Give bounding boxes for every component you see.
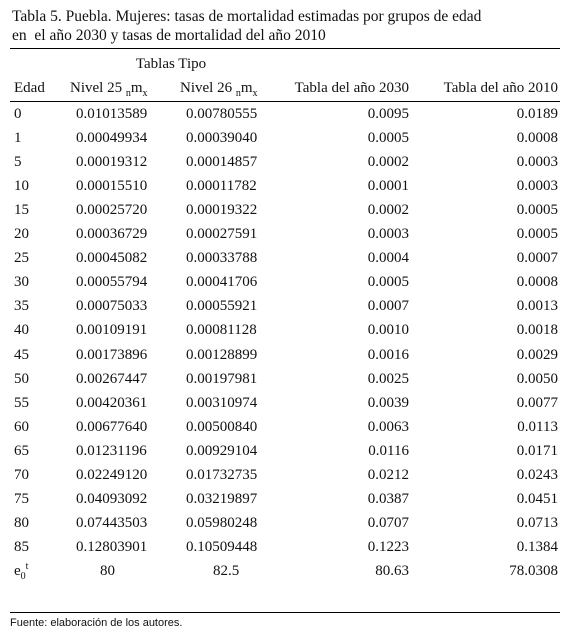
cell-nivel-26: 0.01732735 (186, 466, 258, 483)
cell-tabla-2030: 0.0002 (367, 202, 409, 219)
cell-nivel-26: 0.00041706 (186, 274, 258, 291)
cell-edad: 35 (14, 298, 29, 315)
cell-tabla-2030: 0.0004 (367, 250, 409, 267)
cell-nivel-26: 0.00014857 (186, 154, 258, 171)
cell-nivel-26: 0.05980248 (186, 514, 258, 531)
cell-tabla-2010: 0.0008 (516, 130, 558, 147)
cell-tabla-2010: 0.0018 (516, 322, 558, 339)
cell-nivel-25: 0.00420361 (76, 394, 148, 411)
cell-tabla-2030: 0.0005 (367, 130, 409, 147)
cell-edad: 1 (14, 130, 22, 147)
cell-nivel-26: 0.00027591 (186, 226, 258, 243)
cell-nivel-26: 0.00011782 (186, 178, 257, 195)
cell-edad: 10 (14, 178, 29, 195)
header-nivel-26-sub-x: x (252, 88, 258, 99)
cell-nivel-25: 0.00049934 (76, 130, 148, 147)
cell-tabla-2030: 0.0002 (367, 154, 409, 171)
cell-tabla-2030: 0.0063 (367, 418, 409, 435)
cell-tabla-2030: 0.0707 (367, 514, 409, 531)
cell-tabla-2010: 0.0003 (516, 154, 558, 171)
cell-tabla-2030: 0.0007 (367, 298, 409, 315)
cell-nivel-26: 0.00128899 (186, 346, 258, 363)
cell-nivel-26: 0.00039040 (186, 130, 258, 147)
table-row (0, 250, 569, 274)
header-nivel-25-sub-x: x (142, 88, 148, 99)
e0-nivel-26: 82.5 (213, 562, 240, 579)
table-row (0, 130, 569, 154)
cell-edad: 40 (14, 322, 29, 339)
table-row (0, 154, 569, 178)
header-nivel-25 (70, 80, 148, 97)
table-row (0, 515, 569, 539)
table-row (0, 419, 569, 443)
cell-tabla-2010: 0.0029 (516, 346, 558, 363)
title-line-1: Tabla 5. Puebla. Mujeres: tasas de mortalidad estimadas por grupos de edad (12, 8, 482, 25)
table-row (0, 178, 569, 202)
cell-tabla-2010: 0.0451 (516, 490, 558, 507)
cell-tabla-2030: 0.1223 (367, 538, 409, 555)
header-tabla-2030: Tabla del año 2030 (294, 80, 409, 96)
table-row (0, 274, 569, 298)
e0-label-sup: t (25, 560, 29, 572)
cell-tabla-2010: 0.0008 (516, 274, 558, 291)
cell-tabla-2010: 0.0113 (517, 418, 558, 435)
cell-nivel-25: 0.02249120 (76, 466, 148, 483)
cell-nivel-25: 0.00267447 (76, 370, 148, 387)
table-row (0, 298, 569, 322)
cell-nivel-25: 0.00109191 (76, 322, 148, 339)
cell-nivel-25: 0.00036729 (76, 226, 148, 243)
cell-tabla-2030: 0.0039 (367, 394, 409, 411)
e0-tabla-2030: 80.63 (375, 562, 409, 579)
cell-edad: 85 (14, 538, 29, 555)
header-nivel-26-m: m (240, 80, 253, 96)
cell-nivel-26: 0.00780555 (186, 106, 258, 122)
cell-tabla-2010: 0.0005 (516, 202, 558, 219)
header-nivel-25-m: m (130, 80, 143, 96)
header-nivel-25-label: Nivel 25 (70, 80, 126, 96)
cell-edad: 75 (14, 490, 29, 507)
cell-edad: 55 (14, 394, 29, 411)
table-row (0, 491, 569, 515)
cell-nivel-25: 0.00055794 (76, 274, 148, 291)
cell-nivel-25: 0.00173896 (76, 346, 148, 363)
header-nivel-25-sub-n: n (125, 88, 131, 99)
cell-tabla-2030: 0.0005 (367, 274, 409, 291)
cell-nivel-26: 0.00197981 (186, 370, 258, 387)
cell-edad: 5 (14, 154, 22, 171)
footnote: Fuente: elaboración de los autores. (10, 617, 183, 629)
cell-tabla-2030: 0.0387 (367, 490, 409, 507)
cell-tabla-2010: 0.0243 (516, 466, 558, 483)
cell-edad: 25 (14, 250, 29, 267)
cell-edad: 45 (14, 346, 29, 363)
bottom-rule (10, 612, 560, 613)
cell-nivel-26: 0.00019322 (186, 202, 258, 219)
cell-nivel-26: 0.00055921 (186, 298, 258, 315)
table-row (0, 467, 569, 491)
cell-tabla-2030: 0.0212 (367, 466, 409, 483)
cell-nivel-25: 0.00075033 (76, 298, 148, 315)
cell-edad: 60 (14, 418, 29, 435)
cell-tabla-2010: 0.0003 (516, 178, 558, 195)
cell-nivel-25: 0.00019312 (76, 154, 148, 171)
e0-label-sub: 0 (20, 570, 26, 582)
e0-label (14, 560, 29, 582)
cell-edad: 80 (14, 514, 29, 531)
table-row (0, 539, 569, 563)
cell-tabla-2010: 0.0077 (516, 394, 558, 411)
table-row (0, 395, 569, 419)
cell-nivel-25: 0.07443503 (76, 514, 148, 531)
cell-nivel-25: 0.04093092 (76, 490, 148, 507)
cell-tabla-2010: 0.0050 (516, 370, 558, 387)
cell-tabla-2010: 0.0007 (516, 250, 558, 267)
table-title (12, 7, 560, 45)
cell-tabla-2030: 0.0003 (367, 226, 409, 243)
cell-tabla-2010: 0.0189 (516, 106, 558, 122)
e0-nivel-25: 80 (100, 562, 115, 579)
header-nivel-26-sub-n: n (235, 88, 241, 99)
table-row (0, 371, 569, 395)
table-row (0, 106, 569, 130)
cell-edad: 15 (14, 202, 29, 219)
top-rule (10, 48, 560, 49)
cell-tabla-2030: 0.0016 (367, 346, 409, 363)
header-rule (10, 101, 560, 102)
table-row (0, 202, 569, 226)
cell-tabla-2030: 0.0095 (367, 106, 409, 122)
cell-tabla-2010: 0.1384 (516, 538, 558, 555)
cell-nivel-25: 0.00045082 (76, 250, 148, 267)
e0-label-e: e (14, 562, 21, 579)
title-line-2: en el año 2030 y tasas de mortalidad del año 2010 (12, 27, 326, 44)
cell-nivel-25: 0.01013589 (76, 106, 148, 122)
cell-edad: 0 (14, 106, 22, 122)
cell-edad: 70 (14, 466, 29, 483)
cell-nivel-25: 0.00025720 (76, 202, 148, 219)
cell-nivel-26: 0.00929104 (186, 442, 258, 459)
group-header-tablas-tipo: Tablas Tipo (135, 56, 207, 72)
header-nivel-26 (180, 80, 258, 97)
cell-edad: 30 (14, 274, 29, 291)
cell-tabla-2030: 0.0001 (367, 178, 409, 195)
cell-nivel-26: 0.00310974 (186, 394, 258, 411)
cell-nivel-25: 0.01231196 (76, 442, 147, 459)
cell-nivel-26: 0.03219897 (186, 490, 258, 507)
cell-tabla-2030: 0.0025 (367, 370, 409, 387)
table-row (0, 443, 569, 467)
header-nivel-26-label: Nivel 26 (180, 80, 236, 96)
cell-tabla-2010: 0.0171 (516, 442, 558, 459)
cell-nivel-25: 0.00677640 (76, 418, 148, 435)
header-edad: Edad (14, 80, 45, 96)
cell-nivel-26: 0.00081128 (186, 322, 257, 339)
cell-tabla-2010: 0.0013 (516, 298, 558, 315)
table-row (0, 226, 569, 250)
cell-nivel-25: 0.12803901 (76, 538, 148, 555)
cell-tabla-2030: 0.0010 (367, 322, 409, 339)
e0-row (0, 560, 569, 587)
cell-edad: 65 (14, 442, 29, 459)
cell-nivel-25: 0.00015510 (76, 178, 148, 195)
cell-nivel-26: 0.00033788 (186, 250, 258, 267)
cell-edad: 20 (14, 226, 29, 243)
table-row (0, 322, 569, 346)
cell-tabla-2010: 0.0713 (516, 514, 558, 531)
header-tabla-2010: Tabla del año 2010 (443, 80, 558, 96)
cell-edad: 50 (14, 370, 29, 387)
cell-tabla-2010: 0.0005 (516, 226, 558, 243)
cell-nivel-26: 0.00500840 (186, 418, 258, 435)
e0-tabla-2010: 78.0308 (509, 562, 558, 579)
cell-tabla-2030: 0.0116 (368, 442, 409, 459)
cell-nivel-26: 0.10509448 (186, 538, 258, 555)
table-row (0, 347, 569, 371)
